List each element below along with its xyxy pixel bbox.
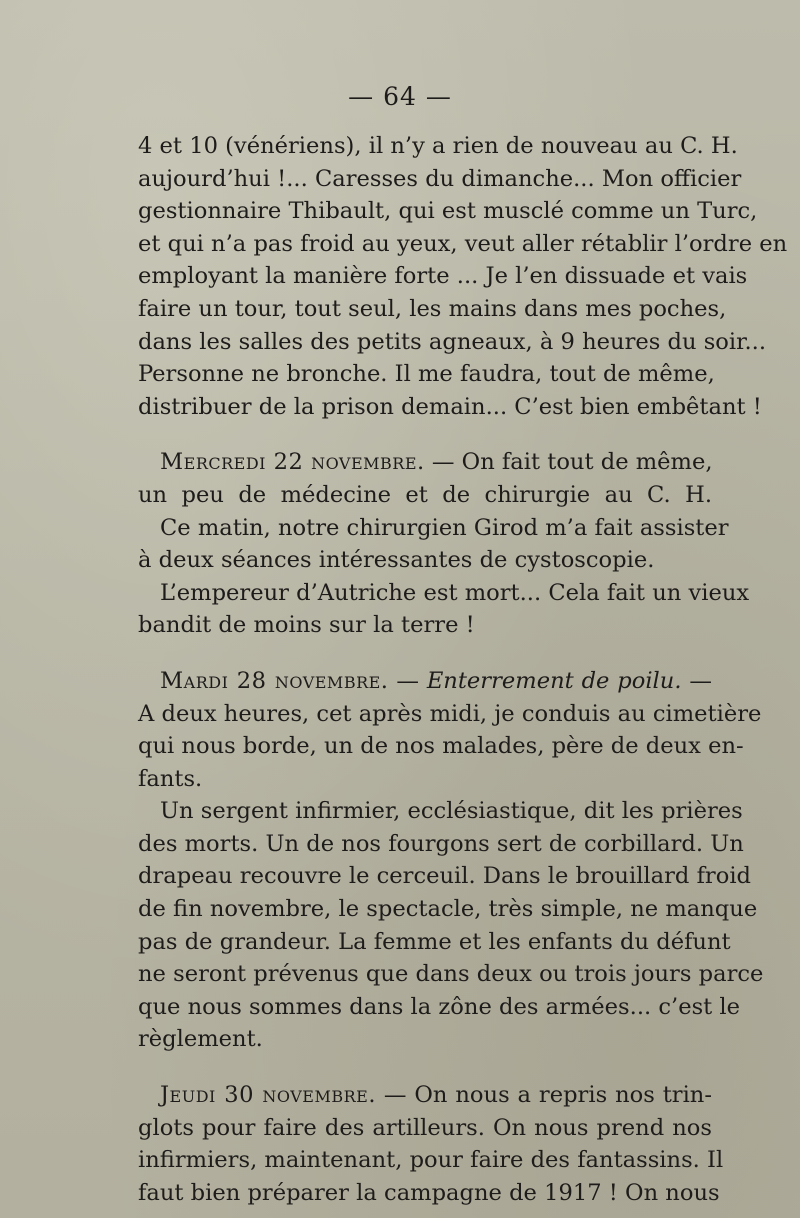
text-line: règlement. bbox=[138, 1026, 263, 1053]
text-line: glots pour faire des artilleurs. On nous prend nos bbox=[138, 1114, 712, 1141]
entry-date-heading: Mercredi 22 novembre. bbox=[160, 449, 425, 476]
text-line: que nous sommes dans la zône des armées... c’est le bbox=[138, 993, 741, 1020]
entry-date-heading: Jeudi 30 novembre. bbox=[160, 1082, 377, 1109]
entry-date-heading: Mardi 28 novembre. bbox=[160, 667, 389, 694]
text-line: L’empereur d’Autriche est mort... Cela fait un vieux bbox=[160, 579, 750, 606]
diary-entry-mardi bbox=[138, 665, 764, 1056]
text-line: des morts. Un de nos fourgons sert de corbillard. Un bbox=[138, 830, 744, 857]
paragraph-continuation bbox=[138, 130, 788, 423]
diary-entry-mercredi bbox=[138, 446, 750, 642]
text-fragment: — bbox=[681, 667, 712, 694]
text-line: qui nous borde, un de nos malades, père de deux en- bbox=[138, 733, 744, 760]
entry-first-line bbox=[138, 1079, 712, 1112]
text-line: dans les salles des petits agneaux, à 9 heures du soir... bbox=[138, 328, 767, 355]
text-line: faire un tour, tout seul, les mains dans mes poches, bbox=[138, 295, 727, 322]
text-fragment: — On fait tout de même, bbox=[424, 449, 713, 476]
text-fragment: — bbox=[388, 667, 427, 694]
text-line: A deux heures, cet après midi, je conduis au cimetière bbox=[138, 700, 762, 727]
text-fragment: — On nous a repris nos trin- bbox=[376, 1082, 712, 1109]
entry-title-italic: Enterrement de poilu. bbox=[426, 667, 682, 694]
diary-entry-jeudi bbox=[138, 1079, 724, 1209]
text-line: gestionnaire Thibault, qui est musclé comme un Turc, bbox=[138, 198, 758, 225]
text-line: aujourd’hui !... Caresses du dimanche... Mon officier bbox=[138, 165, 742, 192]
text-line: Ce matin, notre chirurgien Girod m’a fait assister bbox=[160, 514, 729, 541]
text-line: un peu de médecine et de chirurgie au C. H. bbox=[138, 481, 712, 508]
text-line: 4 et 10 (vénériens), il n’y a rien de nouveau au C. H. bbox=[138, 133, 738, 159]
text-line: drapeau recouvre le cerceuil. Dans le brouillard froid bbox=[138, 863, 752, 890]
text-line: bandit de moins sur la terre ! bbox=[138, 612, 475, 639]
page-body-text bbox=[138, 130, 788, 1209]
text-line: Personne ne bronche. Il me faudra, tout de même, bbox=[138, 361, 715, 388]
text-line: à deux séances intéressantes de cystoscopie. bbox=[138, 547, 655, 574]
text-line: fants. bbox=[138, 765, 203, 792]
text-line: distribuer de la prison demain... C’est bien embêtant ! bbox=[138, 393, 762, 420]
text-line: employant la manière forte ... Je l’en dissuade et vais bbox=[138, 263, 748, 290]
text-line: de fin novembre, le spectacle, très simple, ne manque bbox=[138, 896, 758, 923]
text-line: et qui n’a pas froid au yeux, veut aller rétablir l’ordre en bbox=[138, 230, 788, 257]
text-line: pas de grandeur. La femme et les enfants du défunt bbox=[138, 928, 731, 955]
page-number: — 64 — bbox=[348, 82, 452, 111]
text-line: infirmiers, maintenant, pour faire des fantassins. Il bbox=[138, 1147, 724, 1174]
text-line: faut bien préparer la campagne de 1917 ! On nous bbox=[138, 1179, 720, 1206]
text-line: Un sergent infirmier, ecclésiastique, dit les prières bbox=[160, 798, 743, 825]
text-line: ne seront prévenus que dans deux ou trois jours parce bbox=[138, 961, 764, 988]
entry-first-line bbox=[138, 446, 712, 479]
entry-first-line bbox=[138, 665, 712, 698]
